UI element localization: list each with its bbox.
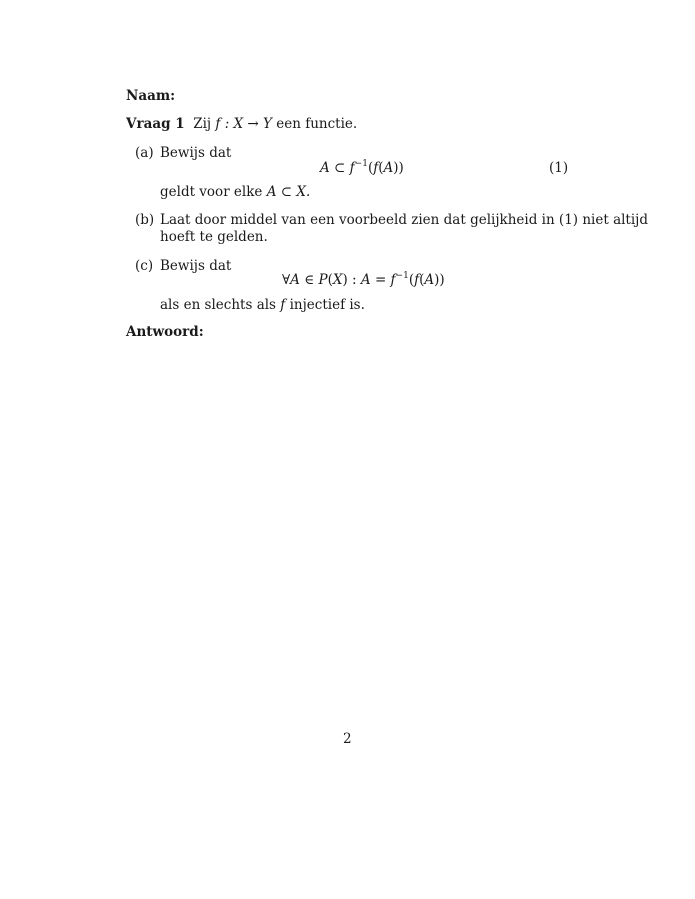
part-a-follow [160,184,310,200]
answer-label: Antwoord: [126,324,204,340]
part-a-equation-number: (1) [549,160,569,176]
question-intro-end: een functie. [276,116,358,132]
part-c-follow [160,297,365,313]
part-b-line2: hoeft te gelden. [160,229,268,245]
page-number: 2 [343,731,352,747]
question-intro-math: f : X → Y [215,116,272,132]
question-label: Vraag 1 [126,116,185,132]
part-a-lead: Bewijs dat [160,145,232,161]
part-c-follow-math: f [280,297,286,313]
part-a-follow-math: A ⊂ X. [266,184,311,200]
part-a-follow-text: geldt voor elke [160,184,263,200]
part-c-marker: (c) [135,258,154,274]
part-c-equation: ∀A ∈ P(X) : $A = f^{-1}(f(A))$ [282,271,445,288]
question-intro-text: Zij [193,116,212,132]
part-b-line1: Laat door middel van een voorbeeld zien dat gelijkheid in (1) niet altijd [160,212,649,228]
part-a-marker: (a) [135,145,154,161]
part-b-marker: (b) [135,212,155,228]
part-c-follow-text-1: als en slechts als [160,297,276,313]
name-label: Naam: [126,88,176,104]
question-header [126,116,357,132]
part-c-follow-text-2: injectief is. [289,297,365,313]
part-a-equation: A ⊂ $f^{-1}(f(A))$ [320,159,404,176]
part-c-lead: Bewijs dat [160,258,232,274]
